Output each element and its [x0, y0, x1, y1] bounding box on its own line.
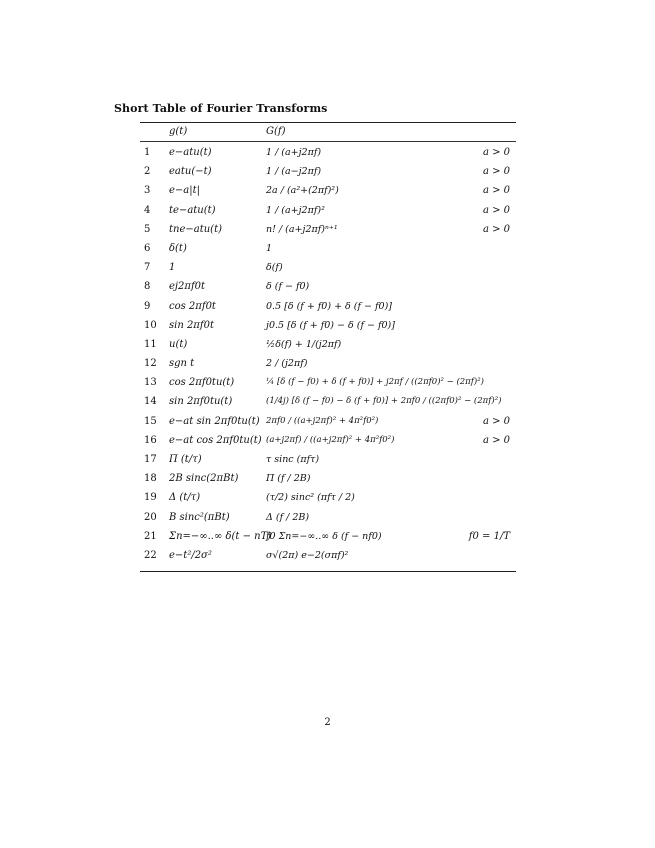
fourier-transform: δ(f): [266, 262, 283, 274]
time-domain-function: e−t²/2σ²: [169, 549, 212, 561]
page-number: 2: [324, 717, 331, 728]
table-row: [140, 181, 516, 200]
fourier-transform: (a+j2πf) / ((a+j2πf)² + 4π²f0²): [266, 434, 395, 445]
fourier-transform: 1 / (a−j2πf): [266, 166, 322, 178]
row-number: 21: [144, 530, 157, 542]
time-domain-function: tne−atu(t): [169, 223, 222, 235]
fourier-transform: ¼ [δ (f − f0) + δ (f + f0)] + j2πf / ((2πf0)² − (2πf)²): [266, 377, 484, 388]
table-top-rule: [140, 122, 516, 123]
time-domain-function: te−atu(t): [169, 204, 216, 216]
row-number: 17: [144, 454, 157, 465]
row-number: 9: [144, 300, 151, 312]
table-row: [140, 354, 516, 373]
fourier-transform: 0.5 [δ (f + f0) + δ (f − f0)]: [266, 300, 392, 312]
time-domain-function: cos 2πf0t: [169, 300, 216, 312]
fourier-transform: j0.5 [δ (f + f0) − δ (f − f0)]: [266, 319, 395, 331]
row-number: 7: [144, 262, 151, 274]
condition: f0 = 1/T: [468, 530, 510, 542]
time-domain-function: Π (t/τ): [169, 454, 202, 465]
condition: a > 0: [482, 204, 510, 216]
row-number: 11: [144, 338, 157, 350]
fourier-transform: 2 / (j2πf): [266, 358, 308, 370]
time-domain-function: B sinc²(πBt): [169, 511, 230, 523]
time-domain-function: e−at cos 2πf0tu(t): [169, 434, 262, 446]
fourier-transform: 1 / (a+j2πf)²: [266, 204, 325, 216]
table-row: [140, 508, 516, 527]
row-number: 19: [144, 492, 157, 504]
time-domain-function: 2B sinc(2πBt): [169, 473, 239, 485]
time-domain-function: Σn=−∞..∞ δ(t − nT): [169, 530, 272, 542]
page-title: Short Table of Fourier Transforms: [114, 102, 328, 115]
time-domain-function: sin 2πf0t: [169, 319, 214, 331]
condition: a > 0: [482, 185, 510, 197]
table-row: [140, 412, 516, 431]
row-number: 10: [144, 319, 157, 331]
row-number: 5: [144, 223, 151, 235]
table-row: [140, 162, 516, 181]
time-domain-function: cos 2πf0tu(t): [169, 377, 235, 389]
fourier-transform: σ√(2π) e−2(σπf)²: [266, 549, 349, 561]
fourier-transform: 1 / (a+j2πf): [266, 147, 322, 158]
table-body: [140, 143, 516, 565]
fourier-transform: 1: [266, 242, 273, 254]
row-number: 15: [144, 415, 157, 427]
row-number: 12: [144, 358, 157, 370]
fourier-transform: τ sinc (πfτ): [266, 454, 320, 465]
table-bottom-rule: [140, 571, 516, 572]
header-g-of-t: g(t): [169, 126, 188, 137]
time-domain-function: e−at sin 2πf0tu(t): [169, 415, 260, 427]
row-number: 8: [144, 281, 151, 293]
table-row: [140, 239, 516, 258]
row-number: 18: [144, 473, 157, 485]
time-domain-function: e−atu(t): [169, 147, 212, 158]
fourier-transform: δ (f − f0): [266, 281, 310, 293]
table-row: [140, 220, 516, 239]
condition: a > 0: [482, 166, 510, 178]
table-header: [140, 126, 516, 140]
table-row: [140, 258, 516, 277]
fourier-transform: (1/4j) [δ (f − f0) − δ (f + f0)] + 2πf0 / ((2πf0)² − (2πf)²): [266, 396, 502, 407]
time-domain-function: u(t): [169, 338, 188, 350]
row-number: 1: [144, 147, 151, 158]
condition: a > 0: [482, 147, 510, 158]
table-row: [140, 277, 516, 296]
row-number: 20: [144, 511, 157, 523]
time-domain-function: e−a|t|: [169, 185, 201, 197]
time-domain-function: ej2πf0t: [169, 281, 206, 293]
time-domain-function: sgn t: [169, 358, 195, 370]
row-number: 6: [144, 242, 151, 254]
row-number: 2: [144, 166, 151, 178]
row-number: 22: [144, 549, 157, 561]
condition: a > 0: [482, 415, 510, 427]
table-row: [140, 316, 516, 335]
fourier-transform: ½δ(f) + 1/(j2πf): [266, 338, 342, 350]
fourier-transform: Δ (f / 2B): [266, 511, 310, 523]
time-domain-function: eatu(−t): [169, 166, 212, 178]
table-row: [140, 297, 516, 316]
row-number: 13: [144, 377, 157, 389]
table-row: [140, 527, 516, 546]
row-number: 3: [144, 185, 151, 197]
fourier-transform: Π (f / 2B): [266, 473, 311, 485]
table-row: [140, 450, 516, 469]
row-number: 4: [144, 204, 151, 216]
table-header-rule: [140, 141, 516, 142]
row-number: 16: [144, 434, 157, 446]
fourier-transform: 2πf0 / ((a+j2πf)² + 4π²f0²): [266, 415, 379, 426]
table-row: [140, 546, 516, 565]
time-domain-function: 1: [169, 262, 176, 274]
table-row: [140, 488, 516, 507]
table-row: [140, 469, 516, 488]
fourier-transform: (τ/2) sinc² (πfτ / 2): [266, 492, 355, 504]
time-domain-function: Δ (t/τ): [169, 492, 201, 504]
time-domain-function: δ(t): [169, 242, 187, 254]
fourier-transform: 2a / (a²+(2πf)²): [266, 185, 339, 197]
table-row: [140, 201, 516, 220]
condition: a > 0: [482, 223, 510, 235]
row-number: 14: [144, 396, 157, 408]
table-row: [140, 143, 516, 162]
fourier-transform: f0 Σn=−∞..∞ δ (f − nf0): [266, 530, 382, 542]
table-row: [140, 392, 516, 411]
table-row: [140, 335, 516, 354]
condition: a > 0: [482, 434, 510, 446]
table-row: [140, 373, 516, 392]
time-domain-function: sin 2πf0tu(t): [169, 396, 233, 408]
fourier-transform: n! / (a+j2πf)ⁿ⁺¹: [266, 223, 338, 235]
table-row: [140, 431, 516, 450]
header-G-of-f: G(f): [266, 126, 286, 137]
